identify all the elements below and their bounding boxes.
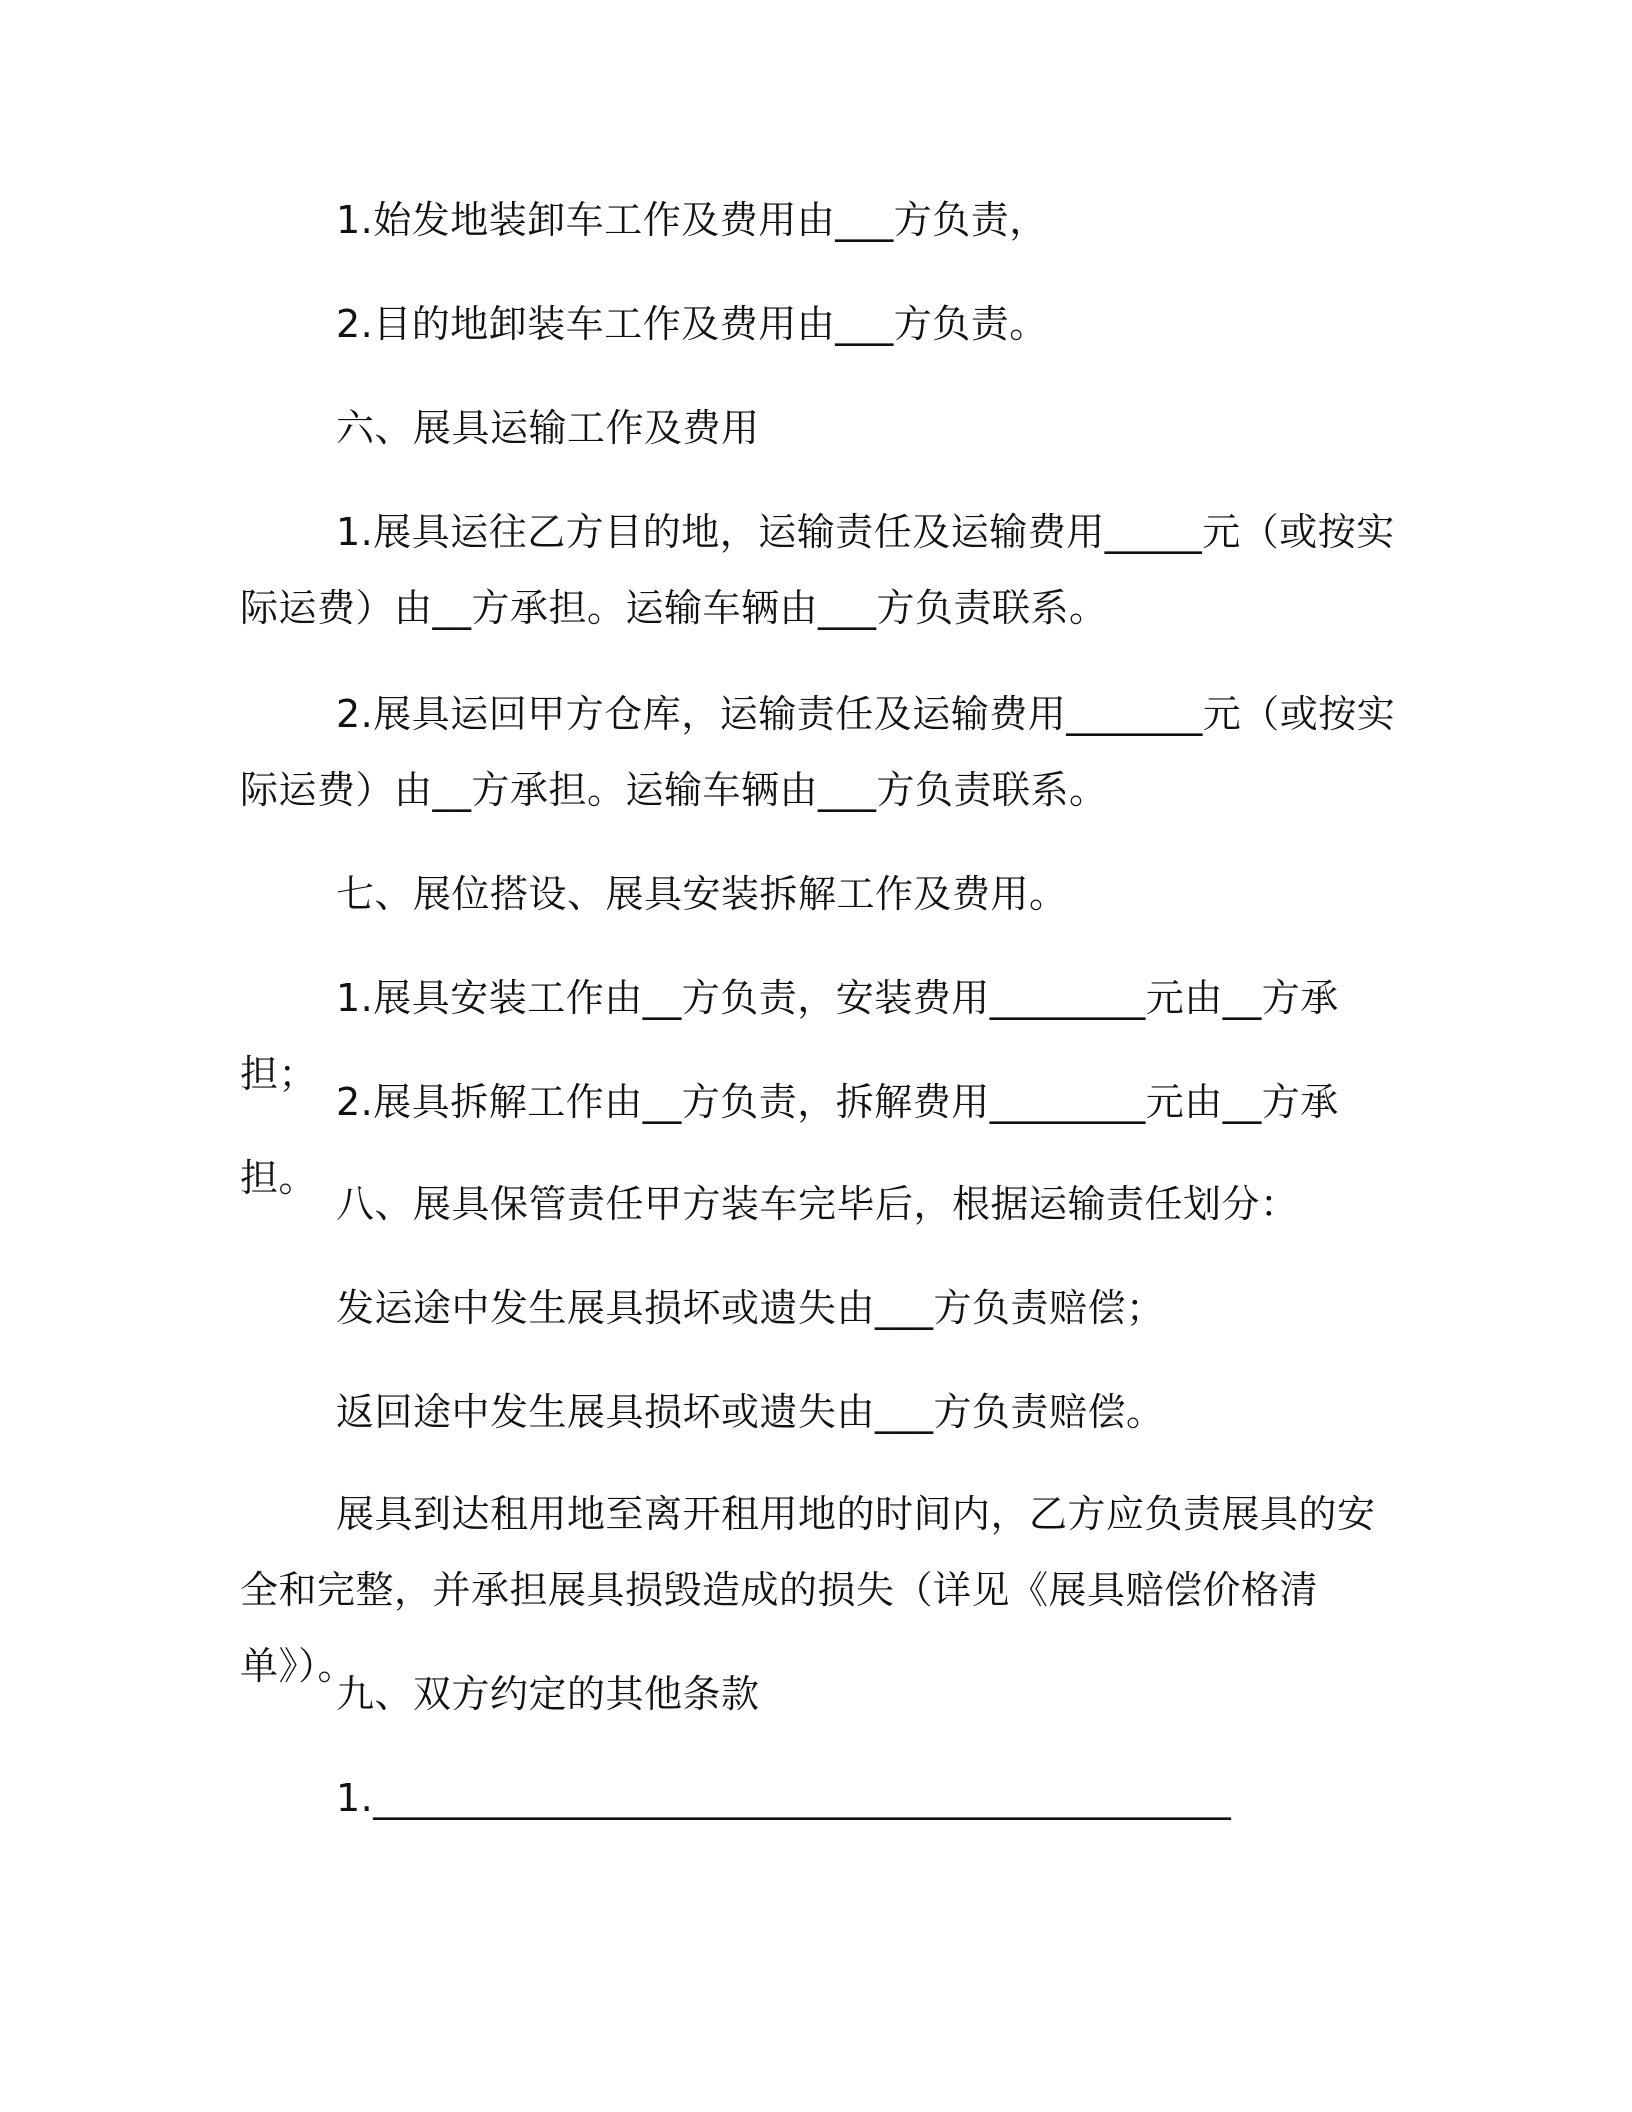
section-heading-installation: 七、展位搭设、展具安装拆解工作及费用。 bbox=[336, 872, 1068, 916]
clause-installation: 1.展具安装工作由__方负责，安装费用________元由__方承担； bbox=[240, 976, 1339, 1096]
section-heading-transport: 六、展具运输工作及费用 bbox=[336, 406, 760, 450]
clause-unloading-destination: 2.目的地卸装车工作及费用由___方负责。 bbox=[336, 302, 1048, 346]
clause-outbound-damage: 发运途中发生展具损坏或遗失由___方负责赔偿； bbox=[336, 1286, 1165, 1330]
clause-transport-return: 2.展具运回甲方仓库，运输责任及运输费用_______元（或按实际运费）由__方承担。运输车辆由___方负责联系。 bbox=[240, 692, 1396, 812]
clause-loading-origin: 1.始发地装卸车工作及费用由___方负责， bbox=[336, 198, 1048, 242]
section-heading-custody: 八、展具保管责任甲方装车完毕后，根据运输责任划分： bbox=[336, 1182, 1299, 1226]
clause-transport-outbound: 1.展具运往乙方目的地，运输责任及运输费用_____元（或按实际运费）由__方承担。运输车辆由___方负责联系。 bbox=[240, 510, 1395, 630]
section-heading-other-terms: 九、双方约定的其他条款 bbox=[336, 1672, 760, 1716]
clause-other-term-1: 1.____________________________________________ bbox=[336, 1776, 1232, 1820]
clause-dismantling: 2.展具拆解工作由__方负责，拆解费用________元由__方承担。 bbox=[240, 1080, 1339, 1200]
clause-return-damage: 返回途中发生展具损坏或遗失由___方负责赔偿。 bbox=[336, 1390, 1165, 1434]
clause-lessee-responsibility: 展具到达租用地至离开租用地的时间内，乙方应负责展具的安全和完整，并承担展具损毁造成的损失（详见《展具赔偿价格清单》）。 bbox=[240, 1492, 1376, 1688]
